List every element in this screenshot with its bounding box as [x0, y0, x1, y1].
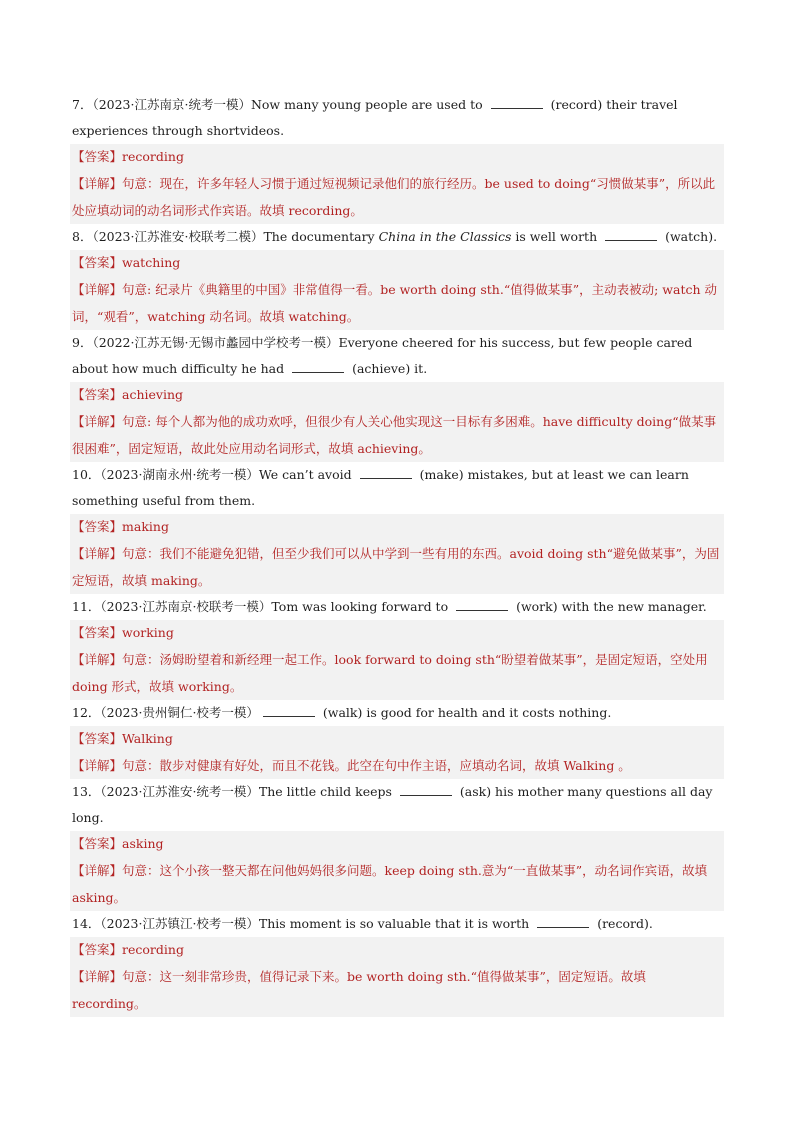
question-text	[70, 92, 724, 144]
detail-row	[70, 408, 724, 462]
answer-blank	[456, 598, 508, 611]
detail-row	[70, 540, 724, 594]
answer-row	[70, 250, 724, 276]
question-number: 10．	[72, 467, 101, 482]
answer-row	[70, 514, 724, 540]
detail-tag: 【详解】	[72, 863, 123, 878]
question-text	[70, 594, 724, 620]
detail-row	[70, 752, 724, 779]
detail-text: 句意: 纪录片《典籍里的中国》非常值得一看。be worth doing sth.“值得做某事”，主动表被动; watch 动词，“观看”，watching 动名词。故填 watching。	[72, 282, 718, 324]
answer-blank	[360, 466, 412, 479]
question-source: （2023·贵州铜仁·校考一模）	[100, 705, 259, 720]
answer-row	[70, 937, 724, 963]
question-number: 11．	[72, 599, 101, 614]
answer-tag: 【答案】	[72, 387, 123, 402]
question-source: （2023·江苏南京·统考一模）	[92, 97, 251, 112]
detail-text: 句意：汤姆盼望着和新经理一起工作。look forward to doing sth“盼望着做某事”，是固定短语，空处用 doing 形式，故填 working。	[72, 652, 708, 694]
question-hint: (ask) his mother many questions all day long.	[72, 784, 713, 825]
detail-row	[70, 276, 724, 330]
answer-tag: 【答案】	[72, 625, 123, 640]
detail-text: 句意：现在，许多年轻人习惯于通过短视频记录他们的旅行经历。be used to doing“习惯做某事”，所以此处应填动词的动名词形式作宾语。故填 recording。	[72, 176, 716, 218]
exercise-item	[70, 779, 724, 911]
detail-tag: 【详解】	[72, 758, 123, 773]
answer-row	[70, 620, 724, 646]
exercise-item	[70, 700, 724, 779]
detail-row	[70, 963, 724, 1017]
documentary-title: China in the Classics	[378, 229, 512, 244]
answer-tag: 【答案】	[72, 519, 123, 534]
question-hint: (walk) is good for health and it costs nothing.	[322, 705, 612, 720]
exercise-item	[70, 594, 724, 700]
detail-row	[70, 857, 724, 911]
question-hint: (make) mistakes, but at least we can learn something useful from them.	[72, 467, 689, 508]
question-stem: The little child keeps	[258, 784, 392, 799]
answer-blank	[263, 704, 315, 717]
question-source: （2023·湖南永州·统考一模）	[100, 467, 259, 482]
detail-row	[70, 170, 724, 224]
answer-blank	[400, 783, 452, 796]
answer-blank	[605, 228, 657, 241]
question-stem: This moment is so valuable that it is worth	[258, 916, 530, 931]
detail-tag: 【详解】	[72, 282, 123, 297]
answer-value: achieving	[122, 387, 184, 402]
answer-tag: 【答案】	[72, 149, 123, 164]
detail-tag: 【详解】	[72, 546, 123, 561]
question-hint: (watch).	[665, 229, 718, 244]
question-number: 14．	[72, 916, 101, 931]
question-stem: The documentary	[263, 229, 375, 244]
question-hint: (work) with the new manager.	[516, 599, 707, 614]
question-text	[70, 911, 724, 937]
question-number: 12．	[72, 705, 101, 720]
answer-row	[70, 831, 724, 857]
question-text	[70, 330, 724, 382]
question-source: （2023·江苏镇江·校考一模）	[100, 916, 259, 931]
detail-tag: 【详解】	[72, 969, 123, 984]
detail-tag: 【详解】	[72, 176, 123, 191]
answer-value: making	[122, 519, 169, 534]
question-hint: (record) their travel experiences through shortvideos.	[72, 97, 678, 138]
question-text	[70, 224, 724, 250]
question-number: 7．	[72, 97, 93, 112]
answer-blank	[491, 96, 543, 109]
answer-row	[70, 144, 724, 170]
answer-tag: 【答案】	[72, 836, 123, 851]
question-text	[70, 462, 724, 514]
answer-value: asking	[122, 836, 164, 851]
answer-tag: 【答案】	[72, 731, 123, 746]
detail-tag: 【详解】	[72, 652, 123, 667]
answer-value: Walking	[122, 731, 173, 746]
question-stem: Now many young people are used to	[250, 97, 483, 112]
question-text	[70, 779, 724, 831]
exercise-item	[70, 462, 724, 594]
question-text	[70, 700, 724, 726]
question-number: 13．	[72, 784, 101, 799]
exercise-item	[70, 330, 724, 462]
answer-value: watching	[122, 255, 181, 270]
answer-value: recording	[122, 942, 184, 957]
answer-row	[70, 726, 724, 752]
question-stem: Tom was looking forward to	[271, 599, 449, 614]
exercise-item	[70, 224, 724, 330]
answer-value: recording	[122, 149, 184, 164]
question-number: 9．	[72, 335, 93, 350]
exercise-item	[70, 911, 724, 1017]
detail-text: 句意：我们不能避免犯错，但至少我们可以从中学到一些有用的东西。avoid doing sth“避免做某事”，为固定短语，故填 making。	[72, 546, 720, 588]
question-source: （2022·江苏无锡·无锡市蠡园中学校考一模）	[92, 335, 339, 350]
question-number: 8．	[72, 229, 93, 244]
answer-tag: 【答案】	[72, 255, 123, 270]
question-source: （2023·江苏淮安·校联考二模）	[92, 229, 264, 244]
answer-row	[70, 382, 724, 408]
question-source: （2023·江苏南京·校联考一模）	[100, 599, 272, 614]
answer-blank	[292, 360, 344, 373]
question-hint: (achieve) it.	[352, 361, 428, 376]
question-stem: We can’t avoid	[258, 467, 352, 482]
exercise-page	[70, 92, 724, 1017]
answer-blank	[537, 915, 589, 928]
question-stem: Everyone cheered for his success, but few people cared about how much difficulty he had	[72, 335, 693, 376]
detail-text: 句意：这一刻非常珍贵，值得记录下来。be worth doing sth.“值得做某事”，固定短语。故填 recording。	[72, 969, 646, 1011]
answer-tag: 【答案】	[72, 942, 123, 957]
detail-text: 句意: 每个人都为他的成功欢呼，但很少有人关心他实现这一目标有多困难。have difficulty doing“做某事很困难”，固定短语，故此处应用动名词形式，故填 achieving。	[72, 414, 717, 456]
detail-row	[70, 646, 724, 700]
answer-value: working	[122, 625, 174, 640]
detail-text: 句意：散步对健康有好处，而且不花钱。此空在句中作主语，应填动名词，故填 Walking 。	[122, 758, 631, 773]
question-source: （2023·江苏淮安·统考一模）	[100, 784, 259, 799]
question-hint: (record).	[597, 916, 653, 931]
detail-text: 句意：这个小孩一整天都在问他妈妈很多问题。keep doing sth.意为“一直做某事”，动名词作宾语，故填 asking。	[72, 863, 708, 905]
question-stem-mid: is well worth	[515, 229, 598, 244]
exercise-item	[70, 92, 724, 224]
detail-tag: 【详解】	[72, 414, 123, 429]
